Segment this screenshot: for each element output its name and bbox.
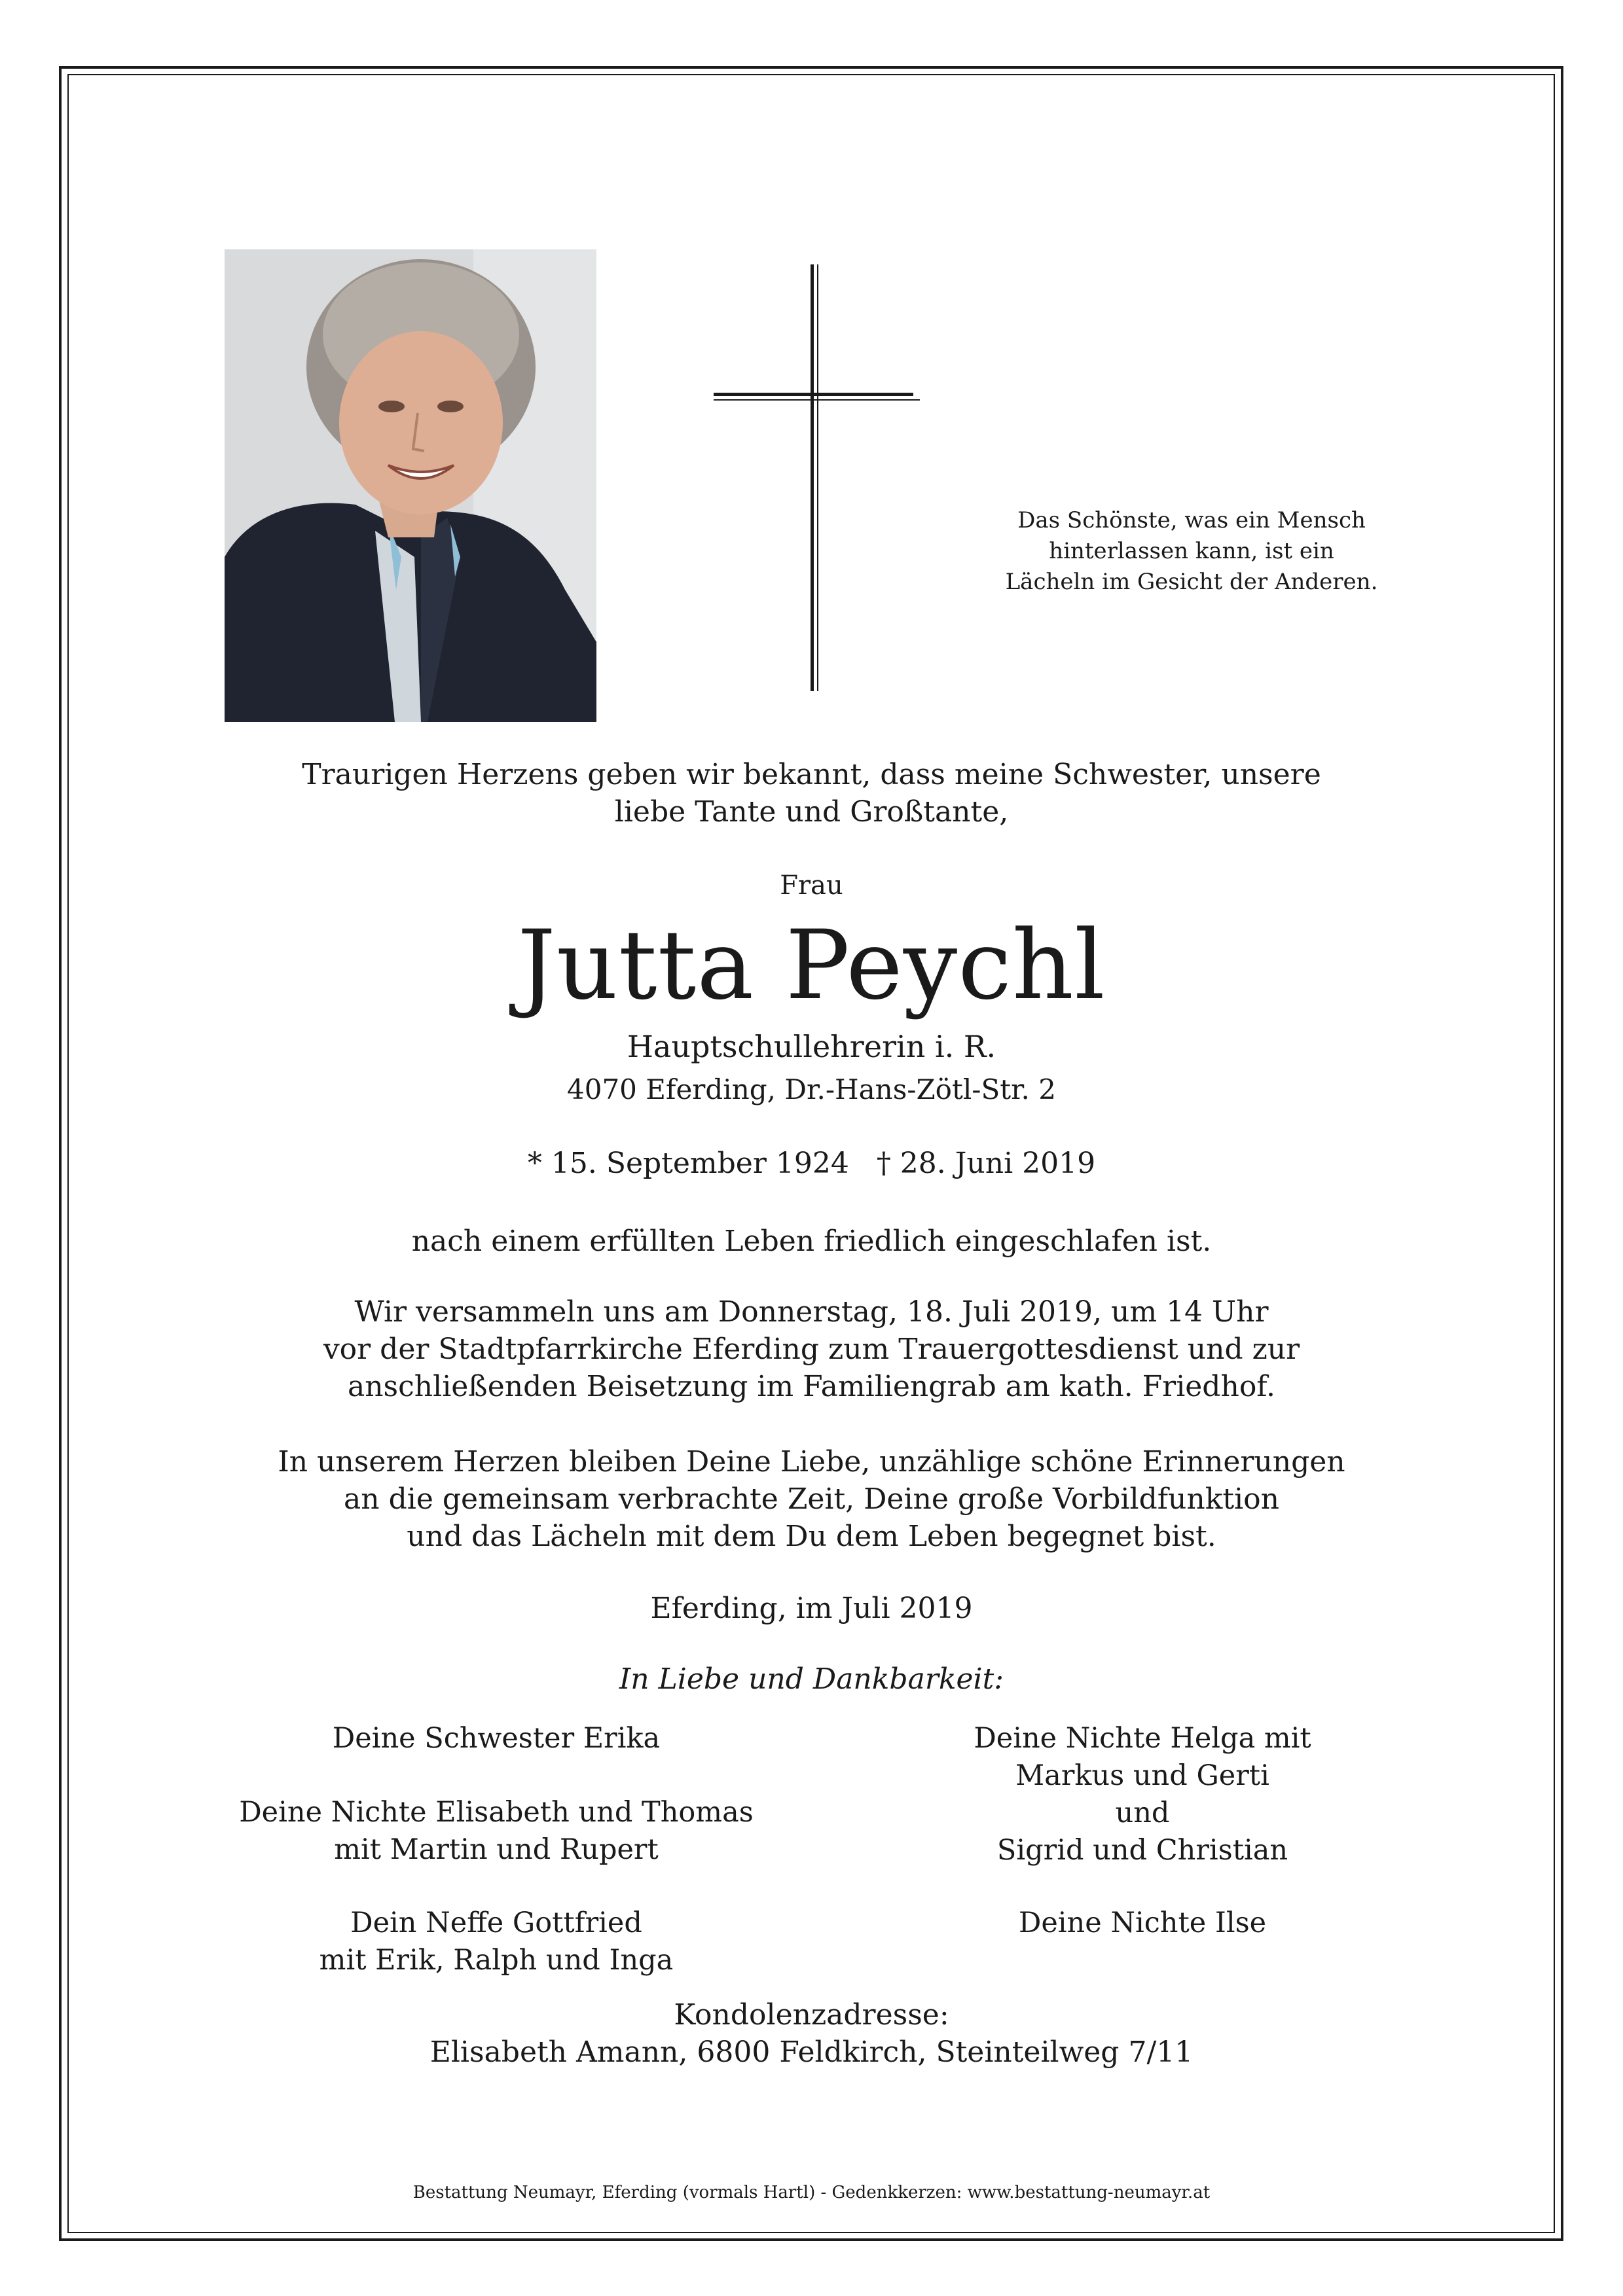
deceased-name: Jutta Peychl [517,910,1106,1021]
residence-address: 4070 Eferding, Dr.-Hans-Zötl-Str. 2 [567,1073,1056,1105]
profession: Hauptschullehrerin i. R. [627,1029,996,1064]
intro-line: liebe Tante und Großtante, [614,795,1009,829]
mourner-line: Deine Nichte Elisabeth und Thomas [239,1796,754,1829]
mourner-line: Dein Neffe Gottfried [350,1907,642,1939]
death-date: † 28. Juni 2019 [876,1147,1096,1180]
intro-line: Traurigen Herzens geben wir bekannt, dass meine Schwester, unsere [302,758,1321,791]
memory-line: an die gemeinsam verbrachte Zeit, Deine große Vorbildfunktion [344,1482,1279,1516]
mourner-line: Markus und Gerti [1015,1759,1269,1792]
memory-line: und das Lächeln mit dem Du dem Leben begegnet bist. [407,1520,1216,1553]
salutation: Frau [780,870,843,901]
cross-icon [714,264,920,691]
mourner-line: und [1115,1797,1170,1829]
announcement-intro [0,756,1623,831]
mourner-line: Deine Schwester Erika [332,1722,661,1755]
place-date: Eferding, im Juli 2019 [650,1592,973,1625]
memorial-quote [962,505,1421,598]
closing-phrase: In Liebe und Dankbarkeit: [619,1662,1004,1696]
quote-line: hinterlassen kann, ist ein [1049,538,1334,564]
service-line: anschließenden Beisetzung im Familiengrab am kath. Friedhof. [347,1370,1276,1403]
life-dates [0,1147,1623,1180]
mourner-entry [815,1720,1470,1869]
service-line: Wir versammeln uns am Donnerstag, 18. Juli 2019, um 14 Uhr [354,1295,1269,1329]
mourner-entry [169,1794,824,1869]
mourner-line: Deine Nichte Helga mit [974,1722,1311,1755]
memory-text [0,1443,1623,1555]
passing-text: nach einem erfüllten Leben friedlich eingeschlafen ist. [411,1225,1212,1258]
funeral-home-footer: Bestattung Neumayr, Eferding (vormals Hartl) - Gedenkkerzen: www.bestattung-neumayr.at [412,2183,1211,2202]
condolence-address: Elisabeth Amann, 6800 Feldkirch, Steinteilweg 7/11 [429,2036,1194,2069]
mourner-line: Sigrid und Christian [996,1834,1288,1867]
mourner-entry [169,1720,824,1757]
mourner-line: mit Erik, Ralph und Inga [319,1944,674,1977]
memory-line: In unserem Herzen bleiben Deine Liebe, unzählige schöne Erinnerungen [278,1445,1345,1479]
condolence-block [0,1996,1623,2071]
portrait-photo [225,249,596,722]
mourner-entry [815,1905,1470,1942]
mourner-line: Deine Nichte Ilse [1018,1907,1267,1939]
service-line: vor der Stadtpfarrkirche Eferding zum Trauergottesdienst und zur [323,1333,1300,1366]
quote-line: Lächeln im Gesicht der Anderen. [1005,569,1378,595]
birth-date: * 15. September 1924 [527,1147,849,1180]
mourner-line: mit Martin und Rupert [334,1833,659,1866]
quote-line: Das Schönste, was ein Mensch [1017,507,1366,533]
condolence-label: Kondolenzadresse: [674,1998,949,2032]
mourner-entry [169,1905,824,1979]
service-details [0,1293,1623,1405]
